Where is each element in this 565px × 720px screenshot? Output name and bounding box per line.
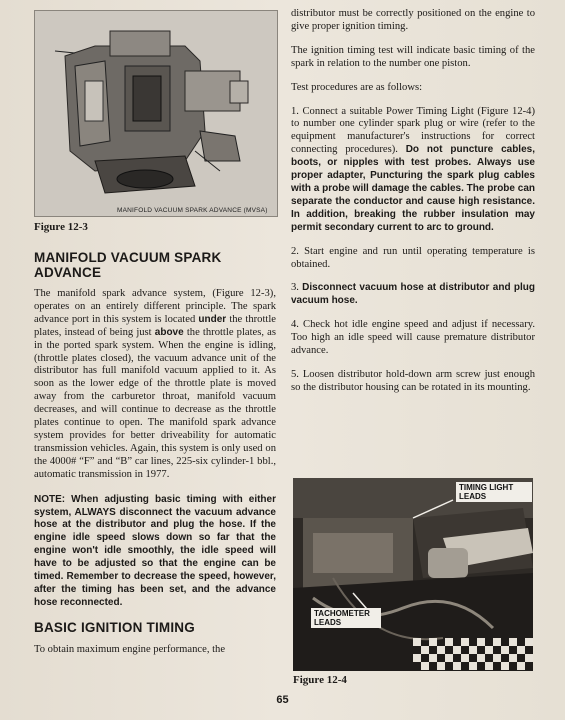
step-2: 2. Start engine and run until operating temperature is obtained.: [291, 245, 535, 270]
step-1-warning: Do not puncture cables, boots, or nipples with test probes. Always use proper adapter, Puncturing the spark plug cables with a probe will damage the cables. The probe can separate the conductor and cause high resistance. In addition, breaking the rubber insulation may permit secondary current to arc to ground.: [291, 144, 535, 233]
carburetor-diagram: [35, 11, 277, 216]
step-3-number: 3.: [291, 282, 303, 294]
step-3-text: Disconnect vacuum hose at distributor and plug vacuum hose.: [291, 282, 535, 307]
section-heading-mvsa: MANIFOLD VACUUM SPARK ADVANCE: [34, 250, 222, 280]
paragraph-mvsa-text-1: The manifold spark advance system, (Figure 12-3), operates on an entirely different principle. The spark advance port in this system is located: [34, 288, 276, 325]
emphasis-above: above: [154, 326, 184, 338]
step-3: [291, 282, 535, 308]
step-5: 5. Loosen distributor hold-down arm screw just enough so the distributor housing can be rotated in its mounting.: [291, 368, 535, 393]
step-1-text: 1. Connect a suitable Power Timing Light (Figure 12-4) to number one cylinder spark plug or wire (refer to the equipment manufacturer's instructions for correct connecting procedures).: [291, 105, 535, 156]
paragraph-mvsa-text-3: the throttle plates, as in the ported spark system. When the engine is idling, (throttle plates closed), the vacuum advance unit of the distributor has full manifold vacuum applied to it. As soon as the lower edge of the throttle plate is moved away from the carburetor throat, manifold vacuum decreases, and will continue to decrease as the throttle plates continue to open. The manifold spark advance system provides for better driveability for automatic transmission vehicles. Again, this system is only used on the 4000# “F” and “B” car lines, 225-six cylinder-1 bbl., automatic transmission in 1977.: [34, 326, 276, 480]
paragraph-distributor: distributor must be correctly positioned on the engine to give proper ignition timing.: [291, 8, 535, 32]
figure-12-3-label: Figure 12-3: [34, 221, 88, 233]
timing-light-leads-label: TIMING LIGHT LEADS: [456, 482, 532, 502]
engine-photo: [293, 478, 533, 671]
step-4: 4. Check hot idle engine speed and adjust if necessary. Too high an idle speed will cause premature distributor advance.: [291, 319, 535, 357]
figure-12-4-label: Figure 12-4: [293, 674, 347, 686]
figure-12-3-inner-caption: MANIFOLD VACUUM SPARK ADVANCE (MVSA): [117, 207, 268, 214]
paragraph-procedures-intro: Test procedures are as follows:: [291, 81, 423, 93]
paragraph-basic-timing: To obtain maximum engine performance, the: [34, 643, 226, 655]
right-column: [291, 8, 535, 395]
paragraph-mvsa-text-2: the throttle plates, instead of being just: [34, 313, 276, 338]
figure-12-4-photo: [293, 478, 533, 671]
paragraph-mvsa: [34, 288, 276, 482]
step-1: [291, 106, 535, 235]
emphasis-under: under: [198, 313, 227, 325]
page-number: 65: [276, 694, 289, 706]
note-paragraph: NOTE: When adjusting basic timing with either system, ALWAYS disconnect the vacuum advance hose at the distributor and plug the hose. If the engine idle speed slows down so far that the engine won't idle smoothly, the idle speed will have to be adjusted so that the engine can be timed. Remember to decrease the speed, however, after the timing has been set, and the advance hose reconnected.: [34, 493, 276, 608]
tachometer-leads-label: TACHOMETER LEADS: [311, 608, 381, 628]
section-heading-basic-timing: BASIC IGNITION TIMING: [34, 619, 195, 635]
left-column: [34, 250, 276, 657]
figure-12-3-illustration: [34, 10, 278, 217]
paragraph-timing-test: The ignition timing test will indicate basic timing of the spark in relation to the number one piston.: [291, 44, 535, 69]
